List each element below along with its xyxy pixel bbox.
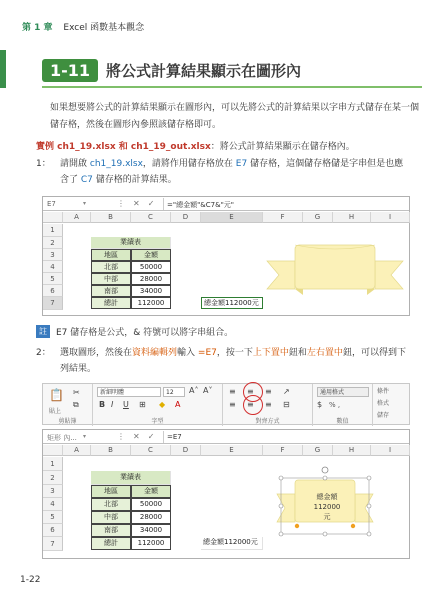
- styles-group: [373, 384, 410, 426]
- header-amount-cell[interactable]: 金額: [131, 249, 171, 261]
- name-box[interactable]: E7: [47, 200, 56, 208]
- intro-paragraph: 如果想要將公式的計算結果顯示在圖形內，可以先將公式的計算結果以字串方式儲存在某一個儲存格，然後在圖形內參照該儲存格即可。: [50, 103, 420, 130]
- chevron-down-icon[interactable]: ▾: [83, 433, 87, 440]
- row-header-2[interactable]: 2: [43, 471, 63, 485]
- cell-e7[interactable]: 總金額112000元: [201, 537, 263, 550]
- step-1: [36, 156, 416, 188]
- step-2-text-d: 鈕和: [288, 348, 307, 358]
- btn-center-align: 左右置中: [306, 348, 343, 358]
- formula-text[interactable]: ="總金額"&C7&"元": [167, 201, 235, 209]
- cancel-icon[interactable]: ✕: [133, 199, 148, 208]
- paste-label[interactable]: 貼上: [49, 408, 62, 415]
- corner-cell[interactable]: [43, 212, 63, 223]
- style-item[interactable]: 條件: [377, 388, 390, 395]
- step-2-text-b: 輸入: [177, 348, 198, 358]
- formula-bar-icons: [117, 199, 162, 208]
- note-text: E7 儲存格是公式，& 符號可以將字串組合。: [56, 328, 234, 338]
- formula-bar-term: 資料編輯列: [132, 348, 178, 358]
- alignment-label: 對齊方式: [255, 418, 280, 425]
- note: [36, 325, 233, 338]
- step-2-text-a: 選取圖形，然後在: [60, 348, 133, 358]
- col-header-b[interactable]: B: [91, 445, 131, 456]
- col-header-c[interactable]: C: [131, 445, 171, 456]
- step-2: [36, 345, 416, 377]
- ribbon-shape[interactable]: [265, 239, 405, 301]
- region-cell[interactable]: 北部: [91, 261, 131, 273]
- header-region-cell[interactable]: 地區: [91, 485, 131, 498]
- paste-icon[interactable]: 📋: [49, 388, 64, 402]
- row-header-4[interactable]: 4: [43, 261, 63, 273]
- value-e7: =E7: [197, 348, 217, 358]
- copy-icon[interactable]: ⧉: [73, 400, 79, 409]
- amount-cell[interactable]: 28000: [131, 273, 171, 285]
- row-header-7[interactable]: 7: [43, 537, 63, 551]
- region-cell[interactable]: 南部: [91, 524, 131, 537]
- region-cell[interactable]: 中部: [91, 273, 131, 285]
- merge-icon[interactable]: ⊟: [283, 400, 290, 409]
- spreadsheet-2: [42, 429, 410, 559]
- font-size-select[interactable]: 12: [163, 387, 185, 397]
- btn-middle-align: 上下置中: [252, 348, 289, 358]
- middle-align-icon[interactable]: ≡: [247, 387, 254, 396]
- spreadsheet-1: [42, 196, 410, 316]
- step-1-text-c: 儲存格，這個儲存格儲是字串但是也應含了: [60, 159, 404, 185]
- col-header-d[interactable]: D: [171, 445, 201, 456]
- step-2-text-c: ，按一下: [216, 348, 253, 358]
- col-header-d[interactable]: D: [171, 212, 201, 223]
- center-align-highlight: [243, 395, 263, 415]
- col-header-f[interactable]: F: [263, 212, 303, 223]
- font-group: [93, 384, 223, 426]
- step-1-text-b: ，請將作用儲存格放在: [142, 159, 236, 169]
- side-bar: [0, 50, 6, 88]
- more-icon: ⋮: [117, 432, 133, 441]
- amount-cell[interactable]: 50000: [131, 261, 171, 273]
- chapter-number: 第 1 章: [22, 23, 53, 33]
- col-header-e[interactable]: E: [201, 445, 263, 456]
- example-desc: ：將公式計算結果顯示在儲存格內。: [210, 142, 355, 152]
- file-name: ch1_19.xlsx: [89, 159, 143, 169]
- amount-cell[interactable]: 28000: [131, 511, 171, 524]
- col-header-h[interactable]: H: [333, 445, 371, 456]
- row-header-2[interactable]: 2: [43, 237, 63, 249]
- col-header-g[interactable]: G: [303, 445, 333, 456]
- row-header-1[interactable]: 1: [43, 457, 63, 471]
- enter-icon[interactable]: ✓: [147, 432, 163, 441]
- step-1-text-d: 儲存格的計算結果。: [92, 175, 177, 185]
- region-cell[interactable]: 北部: [91, 498, 131, 511]
- row-header-7[interactable]: 7: [43, 297, 63, 310]
- example-label: 實例 ch1_19.xlsx 和 ch1_19_out.xlsx: [36, 142, 211, 152]
- cell-ref-e7: E7: [235, 159, 248, 169]
- section-underline: [42, 86, 422, 88]
- col-header-e[interactable]: E: [201, 212, 263, 223]
- table-title-cell[interactable]: 業績表: [91, 471, 171, 485]
- chapter-title: Excel 函數基本觀念: [63, 23, 145, 33]
- style-item[interactable]: 儲存: [377, 412, 390, 419]
- row-header-3[interactable]: 3: [43, 485, 63, 498]
- col-header-h[interactable]: H: [333, 212, 371, 223]
- more-icon: ⋮: [117, 199, 133, 208]
- font-color-icon[interactable]: A: [175, 400, 181, 409]
- section-number: 1-11: [42, 59, 98, 82]
- left-align-icon[interactable]: ≡: [229, 400, 236, 409]
- amount-cell[interactable]: 50000: [131, 498, 171, 511]
- number-label: 數值: [336, 418, 349, 425]
- corner-cell[interactable]: [43, 445, 63, 456]
- alignment-group: [223, 384, 313, 426]
- cancel-icon[interactable]: ✕: [133, 432, 148, 441]
- percent-comma[interactable]: % ,: [329, 401, 341, 409]
- formula-bar: [43, 430, 409, 444]
- right-align-icon[interactable]: ≡: [265, 400, 272, 409]
- col-header-i[interactable]: I: [371, 212, 410, 223]
- row-header-1[interactable]: 1: [43, 224, 63, 237]
- chapter-header: [22, 20, 144, 33]
- grow-font-icon[interactable]: A˄: [189, 386, 199, 395]
- step-1-number: 1：: [36, 159, 51, 169]
- formula-separator: [163, 198, 164, 210]
- step-2-text-e: 鈕，可以得到下列結果。: [60, 348, 406, 374]
- bottom-align-icon[interactable]: ≡: [265, 387, 272, 396]
- region-cell[interactable]: 總計: [91, 297, 131, 309]
- orientation-icon[interactable]: ↗: [283, 387, 290, 396]
- formula-text[interactable]: =E7: [167, 433, 182, 441]
- formula-bar-icons: [117, 432, 162, 441]
- active-cell-e7[interactable]: 總金額112000元: [201, 297, 263, 309]
- chevron-down-icon[interactable]: ▾: [83, 200, 87, 207]
- amount-cell[interactable]: 112000: [131, 537, 171, 550]
- ribbon-toolbar: [42, 383, 410, 425]
- underline-icon[interactable]: U: [123, 400, 129, 409]
- note-tag: 註: [36, 325, 50, 338]
- clipboard-group: [43, 384, 93, 426]
- bold-icon[interactable]: B: [99, 400, 106, 409]
- shape-text-line-2: 112000元: [313, 503, 341, 521]
- section-heading: 將公式計算結果顯示在圖形內: [106, 61, 302, 80]
- row-header-4[interactable]: 4: [43, 498, 63, 511]
- border-icon[interactable]: ⊞: [139, 400, 146, 409]
- table-title-cell[interactable]: 業績表: [91, 237, 171, 249]
- amount-cell[interactable]: 34000: [131, 524, 171, 537]
- row-header-6[interactable]: 6: [43, 524, 63, 537]
- region-cell[interactable]: 總計: [91, 537, 131, 550]
- top-align-icon[interactable]: ≡: [229, 387, 236, 396]
- page-number: 1-22: [20, 575, 41, 585]
- formula-bar: [43, 197, 409, 211]
- col-header-a[interactable]: A: [63, 445, 91, 456]
- font-name-select[interactable]: 新細明體: [97, 387, 161, 397]
- number-format-select[interactable]: 通用格式: [317, 387, 369, 397]
- region-cell[interactable]: 南部: [91, 285, 131, 297]
- italic-icon[interactable]: I: [111, 400, 114, 409]
- step-2-number: 2：: [36, 348, 51, 358]
- currency-icon[interactable]: $: [317, 400, 323, 409]
- clipboard-label: 剪貼簿: [58, 418, 77, 425]
- region-cell[interactable]: 中部: [91, 511, 131, 524]
- col-header-g[interactable]: G: [303, 212, 333, 223]
- row-header-5[interactable]: 5: [43, 273, 63, 285]
- col-header-f[interactable]: F: [263, 445, 303, 456]
- col-header-i[interactable]: I: [371, 445, 410, 456]
- enter-icon[interactable]: ✓: [147, 199, 163, 208]
- font-label: 字型: [151, 418, 164, 425]
- col-header-b[interactable]: B: [91, 212, 131, 223]
- col-header-a[interactable]: A: [63, 212, 91, 223]
- amount-cell[interactable]: 34000: [131, 285, 171, 297]
- formula-separator: [163, 431, 164, 443]
- header-region-cell[interactable]: 地區: [91, 249, 131, 261]
- fill-color-icon[interactable]: ◆: [159, 400, 166, 409]
- section-title: [42, 56, 301, 84]
- step-2-text: [60, 345, 410, 377]
- shrink-font-icon[interactable]: A˅: [203, 386, 213, 395]
- row-header-5[interactable]: 5: [43, 511, 63, 524]
- row-header-6[interactable]: 6: [43, 285, 63, 297]
- name-box[interactable]: 矩形 內...: [47, 434, 77, 442]
- step-1-text-a: 請開啟: [60, 159, 90, 169]
- amount-cell[interactable]: 112000: [131, 297, 171, 309]
- shape-text-line-1: 總金額: [316, 493, 338, 501]
- col-header-c[interactable]: C: [131, 212, 171, 223]
- style-item[interactable]: 格式: [377, 400, 390, 407]
- number-group: [313, 384, 373, 426]
- cell-ref-c7: C7: [80, 175, 93, 185]
- header-amount-cell[interactable]: 金額: [131, 485, 171, 498]
- step-1-text: [60, 156, 410, 188]
- row-header-3[interactable]: 3: [43, 249, 63, 261]
- cut-icon[interactable]: ✂: [73, 388, 80, 397]
- center-align-icon[interactable]: ≡: [247, 400, 254, 409]
- shape-text: [311, 492, 343, 522]
- example-line: [36, 139, 355, 152]
